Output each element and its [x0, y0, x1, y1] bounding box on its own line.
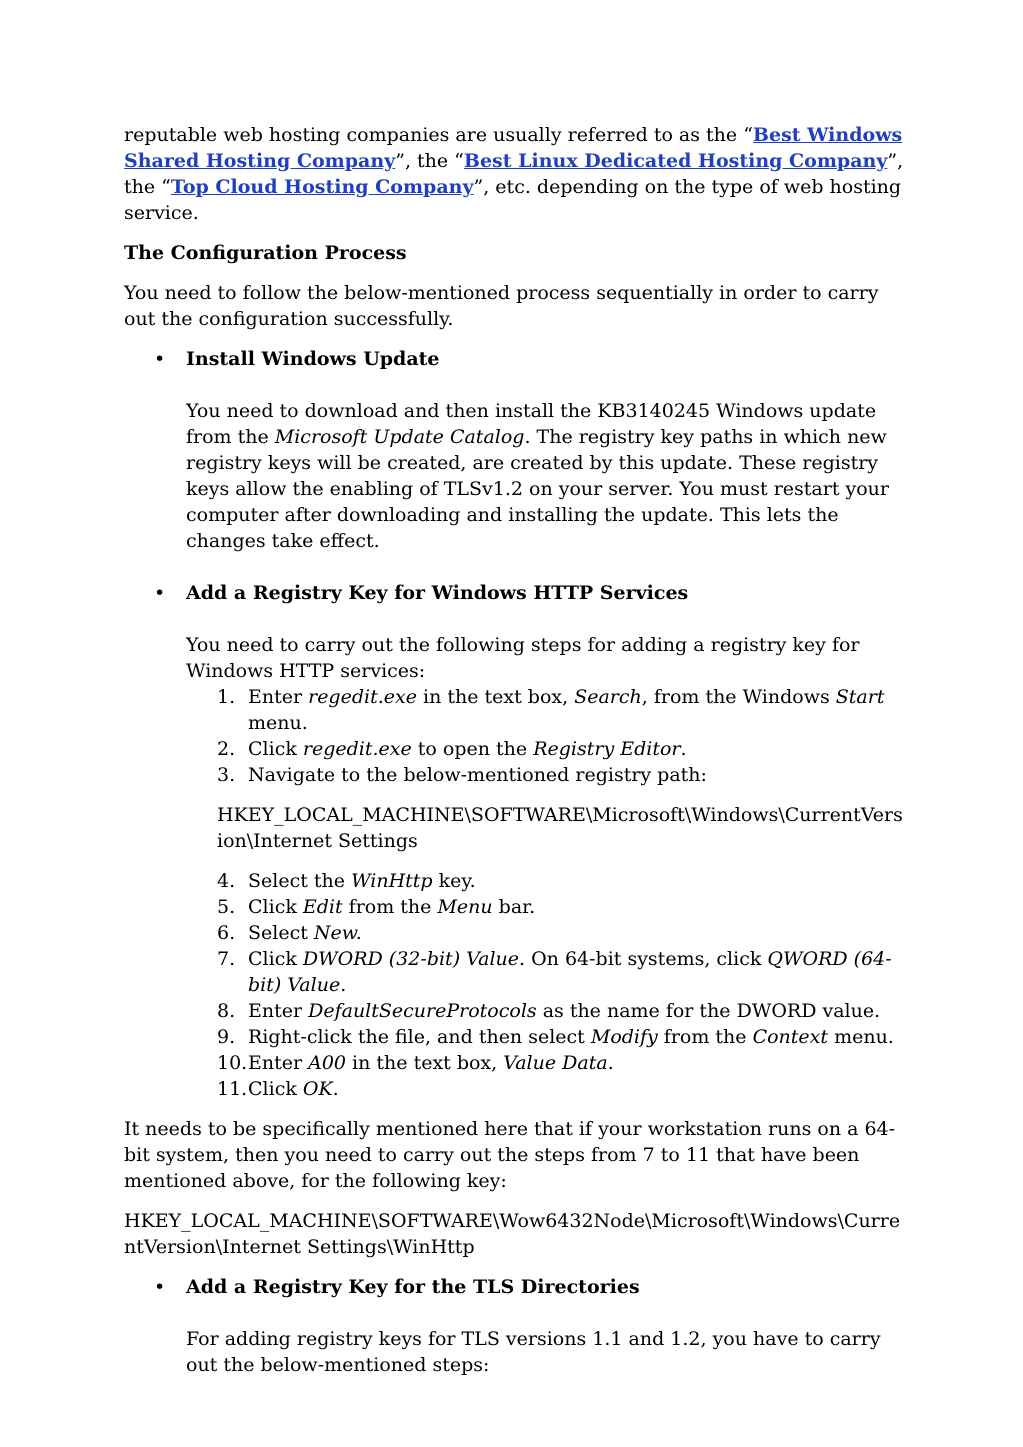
step-text: to open the	[411, 738, 534, 760]
bullet-add-registry-key-tls	[124, 1274, 904, 1300]
list-item	[124, 1050, 904, 1076]
step-text: .	[332, 1078, 339, 1100]
emphasis-text: A00	[308, 1052, 347, 1074]
emphasis-text: Menu	[437, 896, 493, 918]
link-best-windows-shared-hosting[interactable]: Best Windows Shared Hosting Company	[124, 124, 903, 172]
step-text: as the name for the DWORD value.	[536, 1000, 881, 1022]
paragraph-text: You need to download and then install the KB3140245 Windows update from the	[186, 400, 877, 448]
intro-text: ”, the “	[124, 150, 904, 198]
link-best-linux-dedicated-hosting[interactable]: Best Linux Dedicated Hosting Company	[463, 150, 888, 172]
step-number: 10.	[217, 1052, 248, 1074]
bullet-title: Add a Registry Key for the TLS Directories	[186, 1276, 640, 1298]
paragraph-text: . The registry key paths in which new registry keys will be created, are created by this update. These registry keys allow the enabling of TLSv1.2 on your server. You must restart your computer after downloading and installing the update. This lets the changes take effect.	[186, 426, 889, 552]
emphasis-text: Registry Editor	[533, 738, 681, 760]
registry-path-wow6432: HKEY_LOCAL_MACHINE\SOFTWARE\Wow6432Node\Microsoft\Windows\CurrentVersion\Internet Settings\WinHttp	[124, 1210, 901, 1258]
step-text: Enter	[248, 1052, 309, 1074]
list-item	[124, 1024, 904, 1050]
step-text: Enter	[248, 686, 309, 708]
steps-list-part2	[124, 868, 904, 1102]
http-services-intro: You need to carry out the following steps for adding a registry key for Windows HTTP services:	[186, 634, 860, 682]
emphasis-text: Context	[752, 1026, 829, 1048]
step-number: 1.	[217, 686, 236, 708]
step-text: key.	[432, 870, 476, 892]
list-item	[124, 762, 904, 788]
bullet-install-windows-update	[124, 346, 904, 372]
bullet-icon: •	[154, 348, 166, 370]
list-item	[124, 920, 904, 946]
step-number: 6.	[217, 922, 236, 944]
step-text: Navigate to the below-mentioned registry path:	[248, 764, 707, 786]
list-item	[124, 1076, 904, 1102]
step-number: 3.	[217, 764, 236, 786]
step-text: Click	[248, 896, 303, 918]
step-text: Click	[248, 948, 303, 970]
steps-list-part1	[124, 684, 904, 788]
intro-text: ”, etc. depending on the type of web hosting service.	[124, 176, 902, 224]
section-title: The Configuration Process	[124, 242, 407, 264]
list-item	[124, 894, 904, 920]
emphasis-text: Modify	[590, 1026, 658, 1048]
step-number: 11.	[217, 1078, 248, 1100]
step-number: 5.	[217, 896, 236, 918]
step-text: .	[680, 738, 687, 760]
link-top-cloud-hosting[interactable]: Top Cloud Hosting Company	[170, 176, 474, 198]
registry-path: HKEY_LOCAL_MACHINE\SOFTWARE\Microsoft\Windows\CurrentVersion\Internet Settings	[217, 804, 903, 852]
step-text: in the text box,	[416, 686, 575, 708]
emphasis-text: Search	[574, 686, 642, 708]
step-text: On 64-bit systems, click	[525, 948, 768, 970]
intro-paragraph	[124, 122, 904, 226]
step-number: 7.	[217, 948, 236, 970]
step-number: 8.	[217, 1000, 236, 1022]
bullet-title: Install Windows Update	[186, 348, 440, 370]
emphasis-text: QWORD (64-bit) Value	[248, 948, 892, 996]
emphasis-text: Start	[835, 686, 885, 708]
step-text: bar.	[492, 896, 536, 918]
step-text: from the	[657, 1026, 753, 1048]
step-text: Click	[248, 1078, 303, 1100]
emphasis-text: Value Data.	[503, 1052, 614, 1074]
list-item	[124, 684, 904, 736]
emphasis-text: Microsoft Update Catalog	[274, 426, 525, 448]
step-text: Select	[248, 922, 314, 944]
step-text: Right-click the file, and then select	[248, 1026, 591, 1048]
step-text: Click	[248, 738, 303, 760]
step-number: 9.	[217, 1026, 236, 1048]
intro-text: ”, the “	[395, 150, 464, 172]
step-text: Select the	[248, 870, 352, 892]
list-item	[124, 868, 904, 894]
section-intro: You need to follow the below-mentioned process sequentially in order to carry out the configuration successfully.	[124, 282, 879, 330]
step-text: from the	[342, 896, 438, 918]
step-text: Enter	[248, 1000, 309, 1022]
note-paragraph: It needs to be specifically mentioned here that if your workstation runs on a 64-bit system, then you need to carry out the steps from 7 to 11 that have been mentioned above, for the following key:	[124, 1118, 896, 1192]
tls-intro: For adding registry keys for TLS versions 1.1 and 1.2, you have to carry out the below-mentioned steps:	[186, 1328, 881, 1376]
step-text: menu.	[248, 712, 308, 734]
step-number: 2.	[217, 738, 236, 760]
bullet-icon: •	[154, 1276, 166, 1298]
step-text: menu.	[828, 1026, 894, 1048]
bullet-add-registry-key-http	[124, 580, 904, 606]
document-page	[124, 122, 904, 1378]
emphasis-text: WinHttp	[351, 870, 433, 892]
intro-text: reputable web hosting companies are usually referred to as the “	[124, 124, 753, 146]
step-text: in the text box,	[346, 1052, 504, 1074]
emphasis-text: Edit	[302, 896, 343, 918]
step-text: .	[340, 974, 347, 996]
emphasis-text: OK	[302, 1078, 333, 1100]
emphasis-text: DWORD (32-bit) Value.	[302, 948, 526, 970]
emphasis-text: New.	[313, 922, 362, 944]
install-update-paragraph	[124, 398, 904, 554]
list-item	[124, 946, 904, 998]
step-text: , from the Windows	[641, 686, 836, 708]
emphasis-text: regedit.exe	[302, 738, 412, 760]
step-number: 4.	[217, 870, 236, 892]
emphasis-text: DefaultSecureProtocols	[308, 1000, 537, 1022]
list-item	[124, 998, 904, 1024]
bullet-icon: •	[154, 582, 166, 604]
emphasis-text: regedit.exe	[308, 686, 417, 708]
bullet-title: Add a Registry Key for Windows HTTP Services	[186, 582, 689, 604]
list-item	[124, 736, 904, 762]
